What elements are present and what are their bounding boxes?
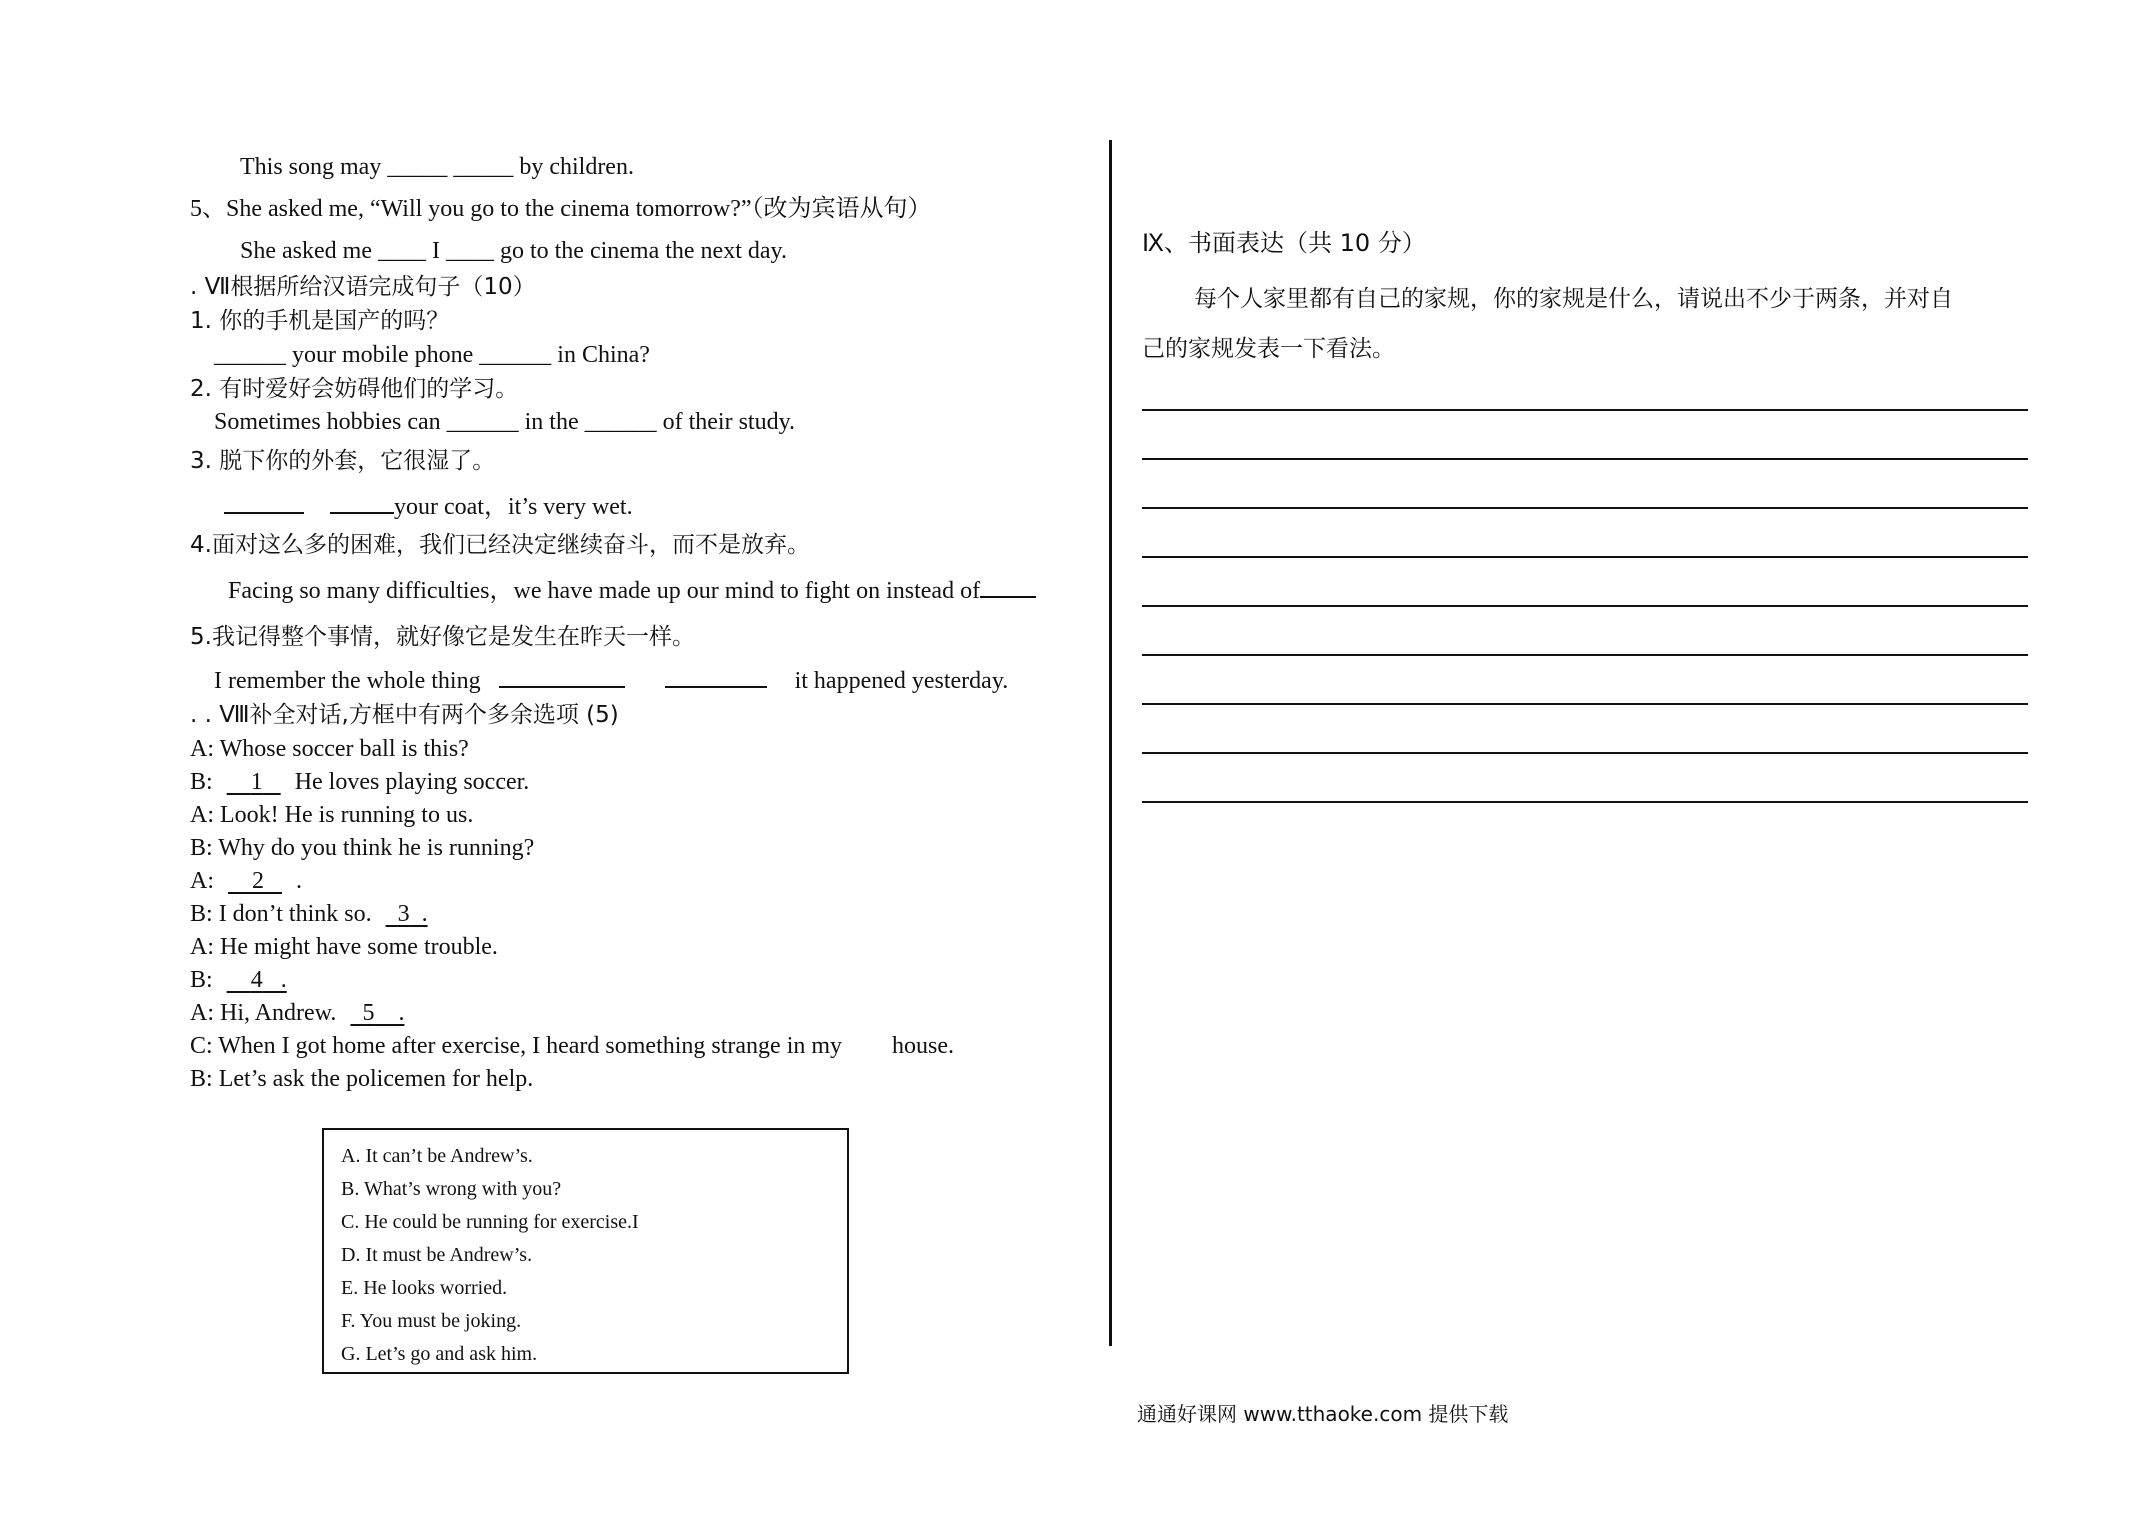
option-d: D. It must be Andrew’s. [341,1244,533,1266]
rewrite-answer-4: This song may _____ _____ by children. [240,154,634,180]
q3-blank-2 [330,490,394,514]
q3-english [224,490,633,522]
option-a: A. It can’t be Andrew’s. [341,1145,533,1167]
footer-credit: 通通好课网 www.tthaoke.com 提供下载 [1137,1402,1509,1426]
speaker: B: [190,967,213,993]
writing-prompt-line-2: 己的家规发表一下看法。 [1142,336,1395,362]
utterance: Hi, Andrew. [220,1000,337,1026]
writing-line[interactable] [1142,654,2028,656]
speaker: B: [190,835,213,861]
option-b: B. What’s wrong with you? [341,1178,562,1200]
dialogue-line-11 [190,1064,533,1094]
q4-chinese: 4.面对这么多的困难，我们已经决定继续奋斗，而不是放弃。 [190,532,810,558]
writing-line[interactable] [1142,458,2028,460]
rewrite-question-5 [190,194,932,224]
speaker: B: [190,901,213,927]
blank-1: 1 [250,769,263,795]
section-9-heading: Ⅸ、书面表达（共 10 分） [1142,229,1426,257]
q5-blank-1 [499,664,625,688]
utterance: Why do you think he is running? [218,835,535,861]
writing-line[interactable] [1142,752,2028,754]
speaker: A: [190,868,214,894]
utterance: Whose soccer ball is this? [219,736,469,762]
utterance: Let’s ask the policemen for help. [218,1066,534,1092]
q5-chinese: 5.我记得整个事情，就好像它是发生在昨天一样。 [190,624,695,650]
q4-blank [980,574,1036,598]
utterance: I don’t think so. [218,901,372,927]
writing-prompt-line-1: 每个人家里都有自己的家规，你的家规是什么，请说出不少于两条，并对自 [1194,286,1953,312]
options-box [322,1128,849,1374]
speaker: A: [190,934,214,960]
q3-chinese: 3. 脱下你的外套，它很湿了。 [190,448,496,474]
q5-blank-2 [665,664,767,688]
blank-2: 2 [252,868,264,894]
section-8-heading: . . Ⅷ补全对话,方框中有两个多余选项 (5) [190,702,619,728]
utterance: When I got home after exercise, I heard something strange in my [218,1033,843,1059]
q1-english [214,340,650,370]
q5-text-post: it happened yesterday. [794,668,1009,694]
option-c: C. He could be running for exercise.I [341,1211,639,1233]
dialogue-line-7 [190,932,498,962]
q1-chinese: 1. 你的手机是国产的吗？ [190,308,450,334]
q5-english [214,664,1008,696]
q2-chinese: 2. 有时爱好会妨碍他们的学习。 [190,376,519,402]
dialogue-line-1 [190,734,469,764]
dialogue-line-5 [190,866,302,896]
dialogue-line-8 [190,965,287,995]
utterance: He might have some trouble. [220,934,498,960]
q2-english: Sometimes hobbies can ______ in the ______ of their study. [214,409,796,435]
q4-english [228,574,1036,606]
q3-blank-1 [224,490,304,514]
speaker: B: [190,1066,213,1092]
writing-line[interactable] [1142,605,2028,607]
speaker: A: [190,802,214,828]
blank-3: 3 . [397,901,428,927]
dialogue-line-6 [190,899,428,929]
utterance: Look! He is running to us. [220,802,474,828]
utterance: . [296,868,302,894]
writing-line[interactable] [1142,556,2028,558]
rewrite-answer-5: She asked me ____ I ____ go to the cinema the next day. [240,238,787,264]
dialogue-line-2 [190,767,529,797]
q1-blank-1: ______ [214,342,286,368]
writing-line[interactable] [1142,801,2028,803]
blank-4: 4 . [250,967,287,993]
q1-rest: your mobile phone ______ in China? [286,342,650,368]
speaker: B: [190,769,213,795]
utterance: He loves playing soccer. [294,769,530,795]
speaker: C: [190,1033,213,1059]
dialogue-line-3 [190,800,473,830]
writing-line[interactable] [1142,703,2028,705]
utterance-tail: house. [892,1033,955,1059]
speaker: A: [190,736,214,762]
writing-line[interactable] [1142,507,2028,509]
blank-5: 5 . [362,1000,405,1026]
q3-rest: your coat，it’s very wet. [394,494,633,520]
dialogue-line-9 [190,998,404,1028]
q5-text-pre: I remember the whole thing [214,668,481,694]
option-e: E. He looks worried. [341,1277,508,1299]
section-7-heading: . Ⅶ根据所给汉语完成句子（10） [190,274,536,300]
column-divider [1109,140,1112,1346]
question-5-text: 5、She asked me, “Will you go to the cinema tomorrow?”（改为宾语从句） [190,196,932,222]
option-f: F. You must be joking. [341,1310,522,1332]
dialogue-line-4 [190,833,534,863]
writing-line[interactable] [1142,409,2028,411]
option-g: G. Let’s go and ask him. [341,1343,538,1365]
dialogue-line-10 [190,1031,954,1061]
speaker: A: [190,1000,214,1026]
q4-text: Facing so many difficulties，we have made up our mind to fight on instead of [228,578,981,604]
